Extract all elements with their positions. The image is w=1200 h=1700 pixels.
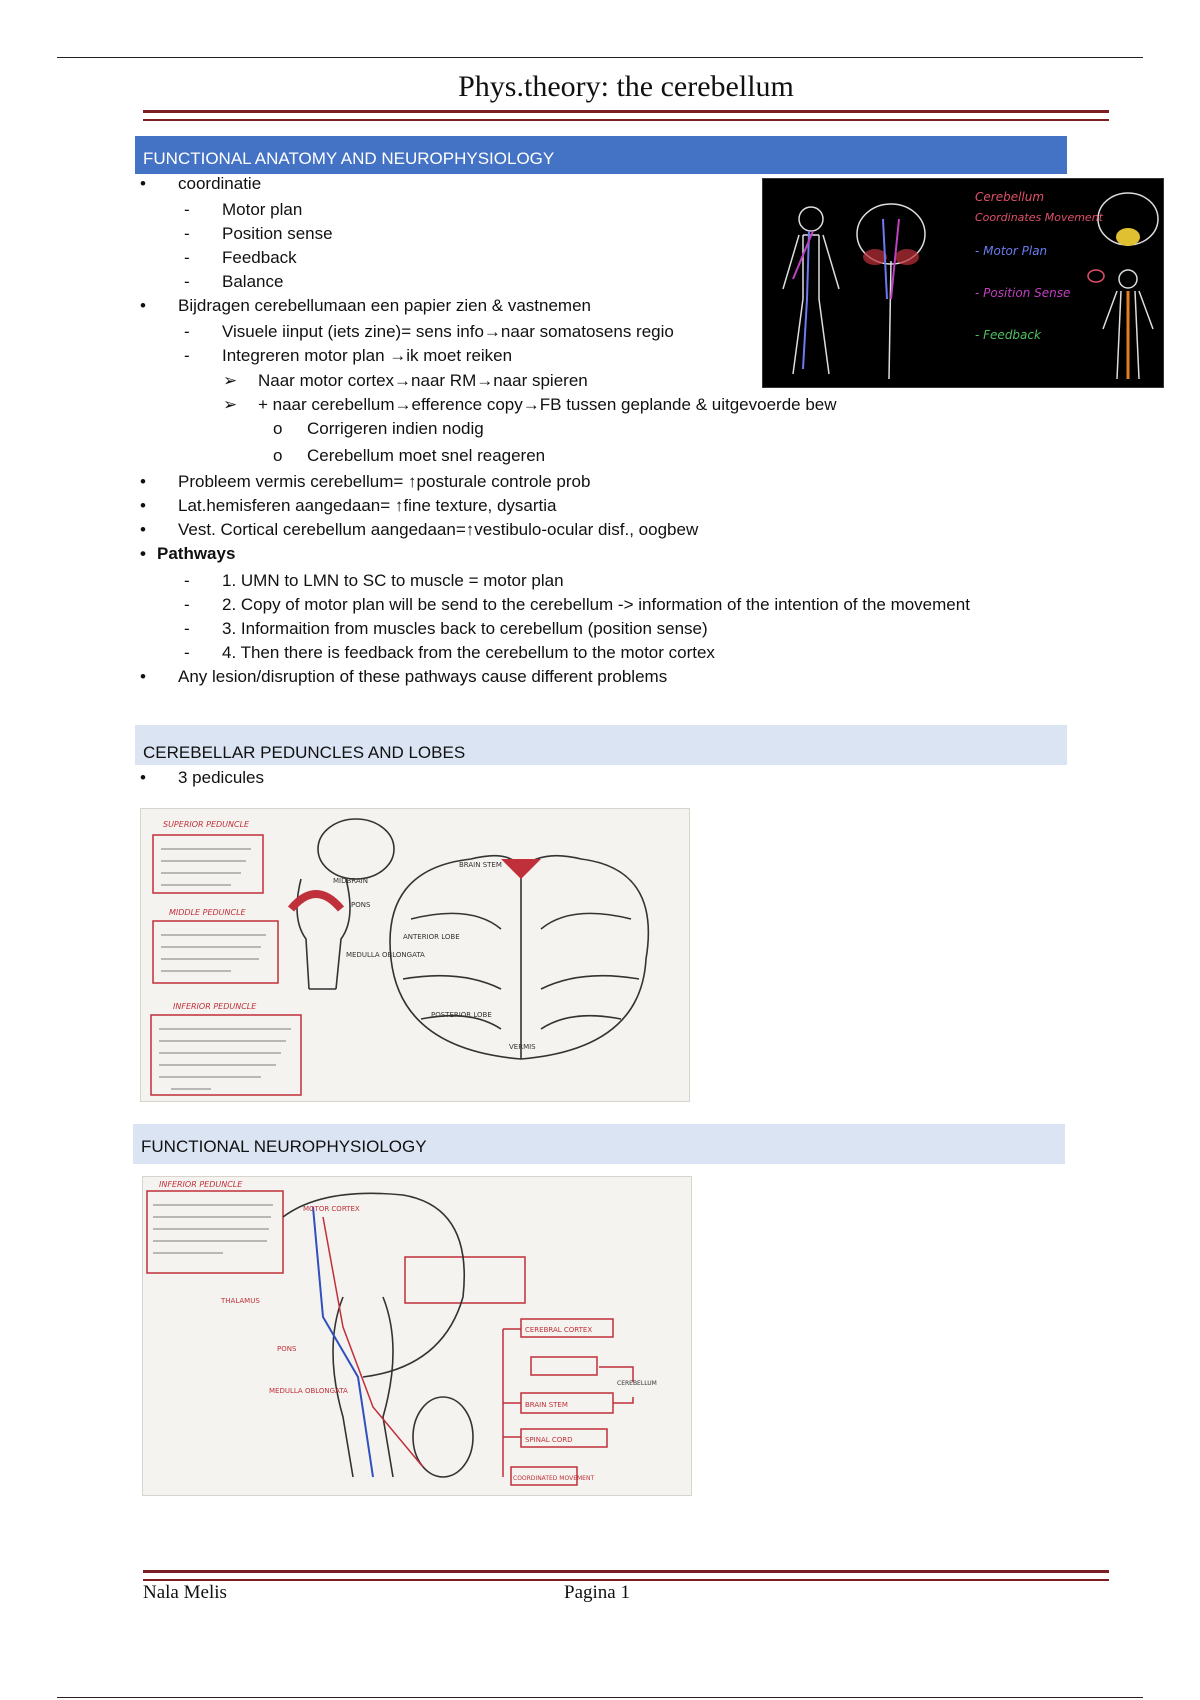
figure2-label: VERMIS bbox=[509, 1043, 536, 1051]
bullet-icon: • bbox=[140, 667, 146, 686]
figure2-label: PONS bbox=[351, 901, 371, 909]
dash-icon: - bbox=[184, 200, 190, 219]
bullet-icon: • bbox=[140, 768, 146, 787]
bullet-icon: • bbox=[140, 296, 146, 315]
list-item: 3 pedicules bbox=[178, 768, 265, 787]
section-heading-functional-neurophysiology: FUNCTIONAL NEUROPHYSIOLOGY bbox=[133, 1124, 1065, 1164]
circle-bullet-icon: o bbox=[273, 446, 283, 465]
figure2-label: MEDULLA OBLONGATA bbox=[346, 951, 425, 959]
figure3-label: THALAMUS bbox=[221, 1297, 260, 1305]
list-item: + naar cerebellum→efference copy→FB tussen geplande & uitgevoerde bew bbox=[258, 395, 837, 414]
bullet-icon: • bbox=[140, 544, 146, 563]
dash-icon: - bbox=[184, 322, 190, 341]
figure3-label: INFERIOR PEDUNCLE bbox=[159, 1180, 243, 1189]
figure-pathways-sketch bbox=[142, 1176, 692, 1496]
figure2-label: ANTERIOR LOBE bbox=[403, 933, 460, 941]
dash-icon: - bbox=[184, 571, 190, 590]
section-heading-peduncles-lobes: CEREBELLAR PEDUNCLES AND LOBES bbox=[135, 725, 1067, 765]
figure-peduncles-drawing bbox=[141, 809, 689, 1101]
list-item: coordinatie bbox=[178, 174, 262, 193]
figure1-label: Coordinates Movement bbox=[975, 211, 1103, 224]
list-item-pathways: Pathways bbox=[157, 544, 236, 563]
list-item: 2. Copy of motor plan will be send to the cerebellum -> information of the intention of the movement bbox=[222, 595, 970, 614]
dash-icon: - bbox=[184, 224, 190, 243]
figure3-label: CEREBRAL CORTEX bbox=[525, 1326, 593, 1334]
list-item: Cerebellum moet snel reageren bbox=[307, 446, 546, 465]
figure2-label: BRAIN STEM bbox=[459, 861, 502, 869]
figure2-label: MIDDLE PEDUNCLE bbox=[169, 908, 246, 917]
document-title: Phys.theory: the cerebellum bbox=[458, 70, 794, 103]
list-item: Corrigeren indien nodig bbox=[307, 419, 484, 438]
arrowhead-bullet-icon: ➢ bbox=[223, 395, 238, 414]
figure1-label: - Feedback bbox=[975, 328, 1041, 342]
footer-double-rule bbox=[143, 1570, 1109, 1581]
figure-cerebellum-blackboard bbox=[762, 178, 1164, 388]
figure1-label: - Motor Plan bbox=[975, 244, 1048, 258]
bullet-icon: • bbox=[140, 520, 146, 539]
figure3-label: MOTOR CORTEX bbox=[303, 1205, 360, 1213]
figure-pathways-drawing bbox=[143, 1177, 691, 1495]
list-item: Probleem vermis cerebellum= ↑posturale controle prob bbox=[178, 472, 591, 491]
figure3-label: COORDINATED MOVEMENT bbox=[513, 1475, 595, 1482]
figure-peduncles-sketch bbox=[140, 808, 690, 1102]
figure2-label: SUPERIOR PEDUNCLE bbox=[163, 820, 250, 829]
list-item: Position sense bbox=[222, 224, 333, 243]
footer-page-number: Pagina 1 bbox=[564, 1582, 630, 1603]
list-item: Naar motor cortex→naar RM→naar spieren bbox=[258, 371, 588, 390]
list-item: Balance bbox=[222, 272, 284, 291]
footer-author: Nala Melis bbox=[143, 1582, 227, 1603]
figure3-label: SPINAL CORD bbox=[525, 1436, 573, 1444]
figure1-label: - Position Sense bbox=[975, 286, 1071, 300]
list-item: Lat.hemisferen aangedaan= ↑fine texture, dysartia bbox=[178, 496, 557, 515]
list-item: 1. UMN to LMN to SC to muscle = motor plan bbox=[222, 571, 564, 590]
page-bottom-rule bbox=[57, 1697, 1143, 1698]
figure3-label: MEDULLA OBLONGATA bbox=[269, 1387, 348, 1395]
dash-icon: - bbox=[184, 346, 190, 365]
circle-bullet-icon: o bbox=[273, 419, 283, 438]
dash-icon: - bbox=[184, 272, 190, 291]
figure3-label: PONS bbox=[277, 1345, 297, 1353]
arrowhead-bullet-icon: ➢ bbox=[223, 371, 238, 390]
list-item: Any lesion/disruption of these pathways cause different problems bbox=[178, 667, 668, 686]
figure2-label: POSTERIOR LOBE bbox=[431, 1011, 492, 1019]
figure1-label: Cerebellum bbox=[975, 190, 1045, 204]
figure3-label: BRAIN STEM bbox=[525, 1401, 568, 1409]
figure-cerebellum-blackboard-drawing bbox=[763, 179, 1163, 387]
title-double-rule bbox=[143, 110, 1109, 121]
dash-icon: - bbox=[184, 619, 190, 638]
dash-icon: - bbox=[184, 595, 190, 614]
list-item: 3. Informaition from muscles back to cerebellum (position sense) bbox=[222, 619, 708, 638]
figure3-label: CEREBELLUM bbox=[617, 1380, 657, 1387]
bullet-icon: • bbox=[140, 472, 146, 491]
list-item: Feedback bbox=[222, 248, 297, 267]
dash-icon: - bbox=[184, 643, 190, 662]
section-heading-functional-anatomy: FUNCTIONAL ANATOMY AND NEUROPHYSIOLOGY bbox=[135, 136, 1067, 174]
figure2-label: INFERIOR PEDUNCLE bbox=[173, 1002, 257, 1011]
list-item: 4. Then there is feedback from the cerebellum to the motor cortex bbox=[222, 643, 715, 662]
figure2-label: MIDBRAIN bbox=[333, 877, 368, 885]
dash-icon: - bbox=[184, 248, 190, 267]
list-item: Vest. Cortical cerebellum aangedaan=↑vestibulo-ocular disf., oogbew bbox=[178, 520, 699, 539]
page-top-rule bbox=[57, 57, 1143, 58]
bullet-icon: • bbox=[140, 496, 146, 515]
list-item: Integreren motor plan →ik moet reiken bbox=[222, 346, 513, 365]
bullet-icon: • bbox=[140, 174, 146, 193]
list-item: Visuele iinput (iets zine)= sens info→naar somatosens regio bbox=[222, 322, 674, 341]
list-item: Bijdragen cerebellumaan een papier zien & vastnemen bbox=[178, 296, 591, 315]
list-item: Motor plan bbox=[222, 200, 303, 219]
